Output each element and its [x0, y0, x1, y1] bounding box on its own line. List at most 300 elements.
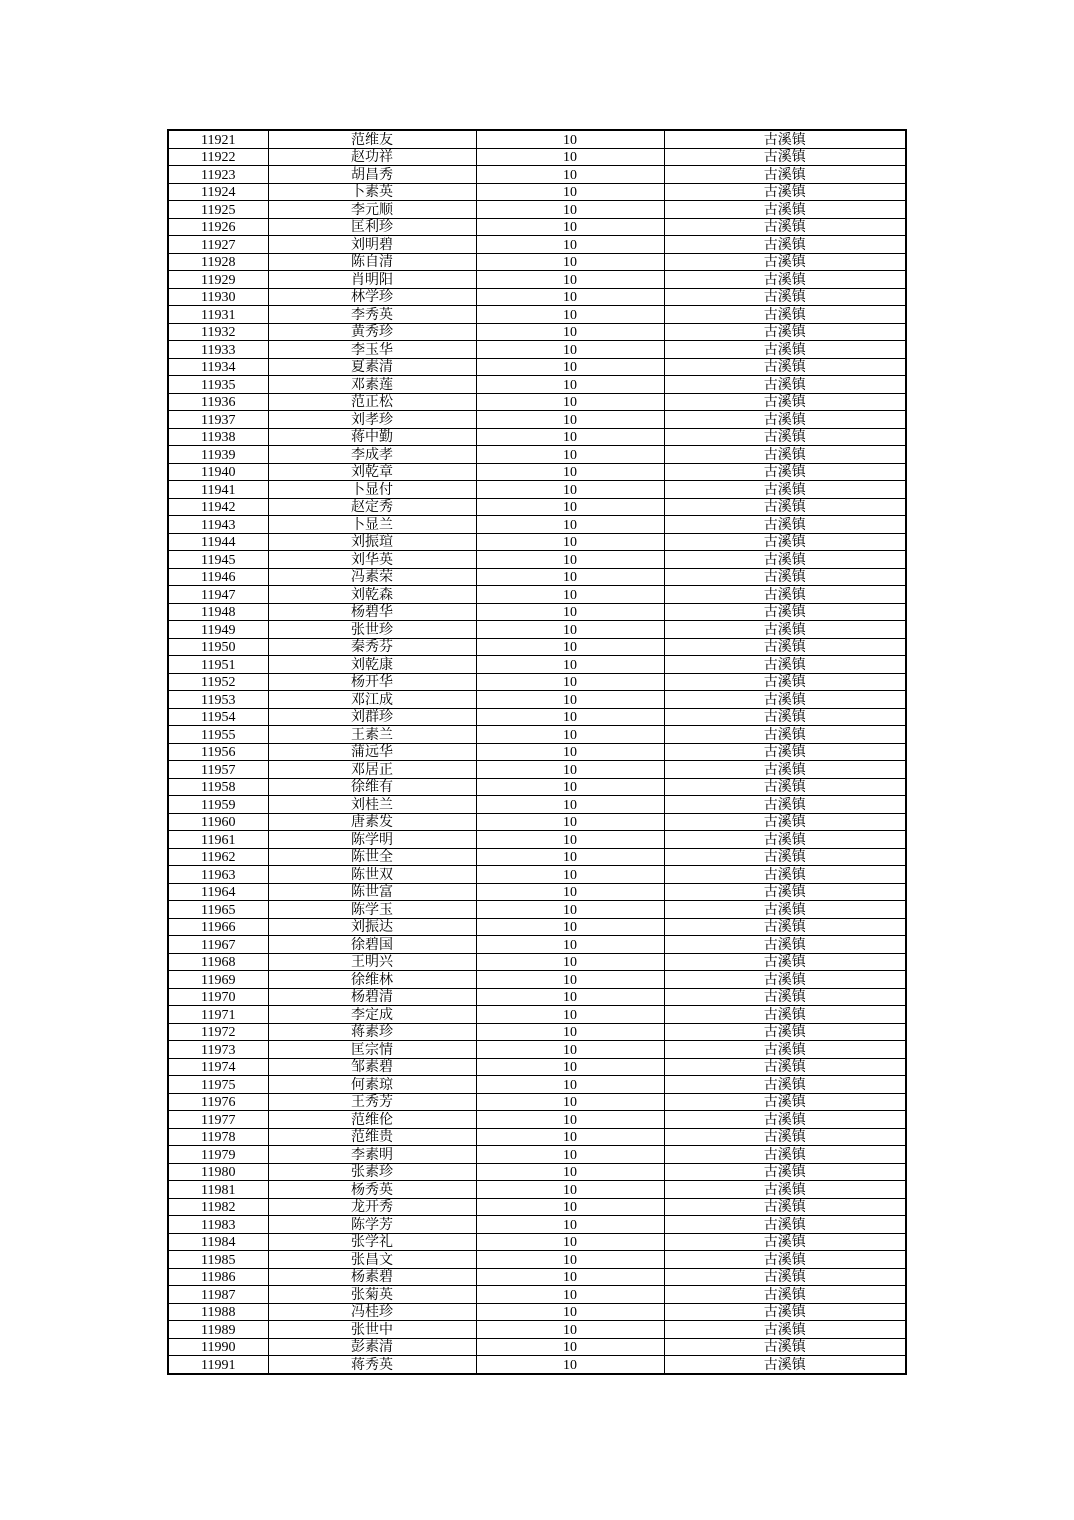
- cell-amount: 10: [476, 1181, 664, 1199]
- cell-number: 11976: [168, 1093, 268, 1111]
- cell-number: 11959: [168, 796, 268, 814]
- cell-amount: 10: [476, 376, 664, 394]
- cell-amount: 10: [476, 358, 664, 376]
- cell-town: 古溪镇: [664, 218, 906, 236]
- cell-amount: 10: [476, 1356, 664, 1374]
- cell-number: 11985: [168, 1251, 268, 1269]
- cell-name: 杨素碧: [268, 1268, 476, 1286]
- table-row: [168, 603, 906, 621]
- cell-town: 古溪镇: [664, 428, 906, 446]
- cell-name: 李素明: [268, 1146, 476, 1164]
- cell-number: 11979: [168, 1146, 268, 1164]
- cell-amount: 10: [476, 1023, 664, 1041]
- cell-town: 古溪镇: [664, 1006, 906, 1024]
- cell-town: 古溪镇: [664, 516, 906, 534]
- cell-town: 古溪镇: [664, 446, 906, 464]
- table-row: [168, 1233, 906, 1251]
- cell-town: 古溪镇: [664, 936, 906, 954]
- table-row: [168, 1216, 906, 1234]
- cell-name: 陈自清: [268, 253, 476, 271]
- cell-town: 古溪镇: [664, 621, 906, 639]
- cell-name: 范维友: [268, 130, 476, 148]
- cell-amount: 10: [476, 761, 664, 779]
- cell-number: 11967: [168, 936, 268, 954]
- cell-number: 11944: [168, 533, 268, 551]
- cell-amount: 10: [476, 1251, 664, 1269]
- cell-amount: 10: [476, 743, 664, 761]
- table-row: [168, 708, 906, 726]
- cell-town: 古溪镇: [664, 1111, 906, 1129]
- cell-number: 11926: [168, 218, 268, 236]
- cell-name: 肖明阳: [268, 271, 476, 289]
- table-row: [168, 1058, 906, 1076]
- table-row: [168, 726, 906, 744]
- table-row: [168, 1198, 906, 1216]
- cell-amount: 10: [476, 148, 664, 166]
- cell-name: 黄秀珍: [268, 323, 476, 341]
- table-row: [168, 831, 906, 849]
- cell-number: 11978: [168, 1128, 268, 1146]
- table-row: [168, 236, 906, 254]
- table-row: [168, 393, 906, 411]
- cell-amount: 10: [476, 726, 664, 744]
- cell-amount: 10: [476, 1268, 664, 1286]
- cell-amount: 10: [476, 673, 664, 691]
- table-row: [168, 341, 906, 359]
- cell-number: 11952: [168, 673, 268, 691]
- cell-number: 11983: [168, 1216, 268, 1234]
- table-row: [168, 568, 906, 586]
- cell-amount: 10: [476, 988, 664, 1006]
- cell-town: 古溪镇: [664, 1268, 906, 1286]
- cell-number: 11960: [168, 813, 268, 831]
- table-row: [168, 1303, 906, 1321]
- cell-number: 11922: [168, 148, 268, 166]
- cell-number: 11943: [168, 516, 268, 534]
- cell-amount: 10: [476, 1163, 664, 1181]
- cell-town: 古溪镇: [664, 393, 906, 411]
- cell-name: 邓素莲: [268, 376, 476, 394]
- cell-number: 11939: [168, 446, 268, 464]
- table-row: [168, 1006, 906, 1024]
- cell-town: 古溪镇: [664, 691, 906, 709]
- cell-amount: 10: [476, 621, 664, 639]
- cell-name: 卜显兰: [268, 516, 476, 534]
- cell-town: 古溪镇: [664, 1076, 906, 1094]
- cell-town: 古溪镇: [664, 183, 906, 201]
- cell-town: 古溪镇: [664, 533, 906, 551]
- cell-amount: 10: [476, 166, 664, 184]
- cell-number: 11921: [168, 130, 268, 148]
- cell-town: 古溪镇: [664, 866, 906, 884]
- table-row: [168, 1286, 906, 1304]
- cell-name: 张世中: [268, 1321, 476, 1339]
- cell-amount: 10: [476, 1216, 664, 1234]
- cell-name: 邹素碧: [268, 1058, 476, 1076]
- table-row: [168, 691, 906, 709]
- table-row: [168, 1076, 906, 1094]
- cell-amount: 10: [476, 1146, 664, 1164]
- cell-name: 刘明碧: [268, 236, 476, 254]
- cell-town: 古溪镇: [664, 743, 906, 761]
- table-row: [168, 358, 906, 376]
- cell-name: 李元顺: [268, 201, 476, 219]
- cell-amount: 10: [476, 883, 664, 901]
- cell-name: 何素琼: [268, 1076, 476, 1094]
- cell-town: 古溪镇: [664, 883, 906, 901]
- cell-amount: 10: [476, 428, 664, 446]
- cell-town: 古溪镇: [664, 376, 906, 394]
- cell-number: 11940: [168, 463, 268, 481]
- cell-name: 刘乾森: [268, 586, 476, 604]
- cell-town: 古溪镇: [664, 1356, 906, 1374]
- table-row: [168, 516, 906, 534]
- cell-town: 古溪镇: [664, 673, 906, 691]
- cell-town: 古溪镇: [664, 288, 906, 306]
- cell-number: 11948: [168, 603, 268, 621]
- table-row: [168, 673, 906, 691]
- cell-amount: 10: [476, 271, 664, 289]
- table-row: [168, 166, 906, 184]
- cell-amount: 10: [476, 953, 664, 971]
- cell-town: 古溪镇: [664, 953, 906, 971]
- cell-name: 陈学明: [268, 831, 476, 849]
- cell-town: 古溪镇: [664, 1303, 906, 1321]
- cell-amount: 10: [476, 568, 664, 586]
- cell-amount: 10: [476, 1006, 664, 1024]
- cell-number: 11962: [168, 848, 268, 866]
- cell-name: 彭素清: [268, 1338, 476, 1356]
- table-row: [168, 288, 906, 306]
- cell-name: 赵功祥: [268, 148, 476, 166]
- cell-name: 邓居正: [268, 761, 476, 779]
- cell-town: 古溪镇: [664, 918, 906, 936]
- cell-number: 11956: [168, 743, 268, 761]
- cell-name: 陈世富: [268, 883, 476, 901]
- cell-town: 古溪镇: [664, 1146, 906, 1164]
- cell-name: 李定成: [268, 1006, 476, 1024]
- cell-name: 杨秀英: [268, 1181, 476, 1199]
- table-row: [168, 1251, 906, 1269]
- cell-name: 李成孝: [268, 446, 476, 464]
- cell-town: 古溪镇: [664, 130, 906, 148]
- cell-number: 11925: [168, 201, 268, 219]
- cell-name: 刘桂兰: [268, 796, 476, 814]
- table-row: [168, 1146, 906, 1164]
- cell-town: 古溪镇: [664, 708, 906, 726]
- cell-name: 李秀英: [268, 306, 476, 324]
- cell-amount: 10: [476, 1338, 664, 1356]
- cell-number: 11988: [168, 1303, 268, 1321]
- table-row: [168, 586, 906, 604]
- cell-number: 11950: [168, 638, 268, 656]
- cell-amount: 10: [476, 1233, 664, 1251]
- table-row: [168, 218, 906, 236]
- cell-town: 古溪镇: [664, 1198, 906, 1216]
- cell-amount: 10: [476, 393, 664, 411]
- cell-town: 古溪镇: [664, 638, 906, 656]
- cell-amount: 10: [476, 936, 664, 954]
- cell-amount: 10: [476, 323, 664, 341]
- cell-name: 徐碧国: [268, 936, 476, 954]
- cell-number: 11965: [168, 901, 268, 919]
- cell-town: 古溪镇: [664, 656, 906, 674]
- table-row: [168, 918, 906, 936]
- cell-number: 11923: [168, 166, 268, 184]
- cell-number: 11991: [168, 1356, 268, 1374]
- table-row: [168, 463, 906, 481]
- cell-name: 赵定秀: [268, 498, 476, 516]
- cell-name: 张昌文: [268, 1251, 476, 1269]
- cell-number: 11942: [168, 498, 268, 516]
- cell-number: 11931: [168, 306, 268, 324]
- table-row: [168, 743, 906, 761]
- cell-number: 11936: [168, 393, 268, 411]
- cell-number: 11969: [168, 971, 268, 989]
- table-row: [168, 201, 906, 219]
- cell-amount: 10: [476, 201, 664, 219]
- cell-name: 胡昌秀: [268, 166, 476, 184]
- cell-name: 陈学玉: [268, 901, 476, 919]
- cell-amount: 10: [476, 866, 664, 884]
- cell-amount: 10: [476, 1303, 664, 1321]
- cell-number: 11982: [168, 1198, 268, 1216]
- cell-number: 11954: [168, 708, 268, 726]
- cell-town: 古溪镇: [664, 831, 906, 849]
- cell-amount: 10: [476, 691, 664, 709]
- table-row: [168, 656, 906, 674]
- cell-number: 11935: [168, 376, 268, 394]
- table-row: [168, 901, 906, 919]
- cell-name: 刘乾章: [268, 463, 476, 481]
- table-row: [168, 306, 906, 324]
- cell-number: 11977: [168, 1111, 268, 1129]
- cell-name: 王秀芳: [268, 1093, 476, 1111]
- cell-town: 古溪镇: [664, 551, 906, 569]
- cell-town: 古溪镇: [664, 271, 906, 289]
- table-row: [168, 971, 906, 989]
- cell-town: 古溪镇: [664, 1163, 906, 1181]
- cell-town: 古溪镇: [664, 463, 906, 481]
- cell-name: 秦秀芬: [268, 638, 476, 656]
- cell-number: 11924: [168, 183, 268, 201]
- cell-amount: 10: [476, 848, 664, 866]
- cell-amount: 10: [476, 306, 664, 324]
- table-row: [168, 796, 906, 814]
- cell-number: 11927: [168, 236, 268, 254]
- table-row: [168, 813, 906, 831]
- table-row: [168, 621, 906, 639]
- cell-town: 古溪镇: [664, 848, 906, 866]
- cell-name: 蒋素珍: [268, 1023, 476, 1041]
- cell-number: 11955: [168, 726, 268, 744]
- cell-town: 古溪镇: [664, 1251, 906, 1269]
- cell-amount: 10: [476, 603, 664, 621]
- cell-name: 张学礼: [268, 1233, 476, 1251]
- cell-number: 11974: [168, 1058, 268, 1076]
- cell-name: 冯素荣: [268, 568, 476, 586]
- cell-name: 卜素英: [268, 183, 476, 201]
- cell-name: 范维贵: [268, 1128, 476, 1146]
- table-row: [168, 1128, 906, 1146]
- cell-name: 陈学芳: [268, 1216, 476, 1234]
- table-row: [168, 866, 906, 884]
- cell-number: 11929: [168, 271, 268, 289]
- cell-number: 11941: [168, 481, 268, 499]
- table-row: [168, 883, 906, 901]
- cell-number: 11945: [168, 551, 268, 569]
- cell-number: 11990: [168, 1338, 268, 1356]
- cell-amount: 10: [476, 341, 664, 359]
- table-row: [168, 848, 906, 866]
- cell-number: 11951: [168, 656, 268, 674]
- table-body: [168, 130, 906, 1374]
- table-row: [168, 1111, 906, 1129]
- cell-town: 古溪镇: [664, 1128, 906, 1146]
- cell-amount: 10: [476, 411, 664, 429]
- cell-amount: 10: [476, 1058, 664, 1076]
- cell-name: 匡利珍: [268, 218, 476, 236]
- cell-amount: 10: [476, 516, 664, 534]
- cell-amount: 10: [476, 796, 664, 814]
- cell-town: 古溪镇: [664, 971, 906, 989]
- table-row: [168, 1041, 906, 1059]
- cell-amount: 10: [476, 918, 664, 936]
- cell-amount: 10: [476, 183, 664, 201]
- data-table: [167, 129, 907, 1375]
- table-row: [168, 1023, 906, 1041]
- cell-amount: 10: [476, 1111, 664, 1129]
- cell-amount: 10: [476, 1286, 664, 1304]
- cell-name: 杨碧华: [268, 603, 476, 621]
- table-row: [168, 953, 906, 971]
- cell-number: 11953: [168, 691, 268, 709]
- cell-amount: 10: [476, 971, 664, 989]
- cell-amount: 10: [476, 253, 664, 271]
- table-row: [168, 1163, 906, 1181]
- cell-name: 陈世全: [268, 848, 476, 866]
- cell-amount: 10: [476, 1128, 664, 1146]
- table-row: [168, 551, 906, 569]
- cell-amount: 10: [476, 1076, 664, 1094]
- cell-number: 11987: [168, 1286, 268, 1304]
- cell-town: 古溪镇: [664, 411, 906, 429]
- cell-number: 11966: [168, 918, 268, 936]
- cell-amount: 10: [476, 533, 664, 551]
- cell-number: 11968: [168, 953, 268, 971]
- cell-amount: 10: [476, 1041, 664, 1059]
- table-row: [168, 411, 906, 429]
- cell-amount: 10: [476, 130, 664, 148]
- cell-number: 11989: [168, 1321, 268, 1339]
- cell-town: 古溪镇: [664, 796, 906, 814]
- cell-amount: 10: [476, 778, 664, 796]
- cell-amount: 10: [476, 708, 664, 726]
- cell-number: 11970: [168, 988, 268, 1006]
- cell-name: 徐维林: [268, 971, 476, 989]
- table-row: [168, 271, 906, 289]
- cell-amount: 10: [476, 586, 664, 604]
- cell-amount: 10: [476, 446, 664, 464]
- cell-town: 古溪镇: [664, 1216, 906, 1234]
- cell-name: 冯桂珍: [268, 1303, 476, 1321]
- table-row: [168, 1181, 906, 1199]
- cell-town: 古溪镇: [664, 586, 906, 604]
- table-row: [168, 253, 906, 271]
- cell-number: 11981: [168, 1181, 268, 1199]
- cell-number: 11928: [168, 253, 268, 271]
- cell-town: 古溪镇: [664, 148, 906, 166]
- cell-town: 古溪镇: [664, 1233, 906, 1251]
- cell-name: 刘群珍: [268, 708, 476, 726]
- cell-town: 古溪镇: [664, 498, 906, 516]
- cell-name: 刘振瑄: [268, 533, 476, 551]
- cell-town: 古溪镇: [664, 568, 906, 586]
- table-row: [168, 1356, 906, 1374]
- table-row: [168, 761, 906, 779]
- cell-number: 11986: [168, 1268, 268, 1286]
- cell-amount: 10: [476, 813, 664, 831]
- cell-amount: 10: [476, 1198, 664, 1216]
- cell-town: 古溪镇: [664, 1058, 906, 1076]
- cell-town: 古溪镇: [664, 201, 906, 219]
- table-row: [168, 481, 906, 499]
- cell-town: 古溪镇: [664, 1041, 906, 1059]
- cell-number: 11971: [168, 1006, 268, 1024]
- cell-number: 11958: [168, 778, 268, 796]
- table-row: [168, 446, 906, 464]
- table-row: [168, 376, 906, 394]
- cell-number: 11934: [168, 358, 268, 376]
- cell-name: 蒲远华: [268, 743, 476, 761]
- cell-number: 11930: [168, 288, 268, 306]
- cell-town: 古溪镇: [664, 901, 906, 919]
- cell-number: 11972: [168, 1023, 268, 1041]
- cell-number: 11937: [168, 411, 268, 429]
- cell-town: 古溪镇: [664, 1093, 906, 1111]
- cell-name: 蒋秀英: [268, 1356, 476, 1374]
- cell-amount: 10: [476, 831, 664, 849]
- cell-town: 古溪镇: [664, 358, 906, 376]
- table-row: [168, 936, 906, 954]
- table-row: [168, 1268, 906, 1286]
- cell-name: 匡宗情: [268, 1041, 476, 1059]
- table-row: [168, 148, 906, 166]
- table-row: [168, 1338, 906, 1356]
- cell-name: 王素兰: [268, 726, 476, 744]
- cell-amount: 10: [476, 1093, 664, 1111]
- cell-name: 刘华英: [268, 551, 476, 569]
- cell-number: 11933: [168, 341, 268, 359]
- cell-number: 11963: [168, 866, 268, 884]
- cell-town: 古溪镇: [664, 166, 906, 184]
- table-row: [168, 988, 906, 1006]
- cell-name: 林学珍: [268, 288, 476, 306]
- cell-town: 古溪镇: [664, 813, 906, 831]
- table-row: [168, 533, 906, 551]
- cell-name: 夏素清: [268, 358, 476, 376]
- cell-name: 唐素发: [268, 813, 476, 831]
- cell-number: 11957: [168, 761, 268, 779]
- cell-amount: 10: [476, 481, 664, 499]
- cell-number: 11984: [168, 1233, 268, 1251]
- cell-town: 古溪镇: [664, 306, 906, 324]
- cell-name: 刘振达: [268, 918, 476, 936]
- cell-name: 刘乾康: [268, 656, 476, 674]
- cell-town: 古溪镇: [664, 341, 906, 359]
- cell-number: 11964: [168, 883, 268, 901]
- cell-number: 11938: [168, 428, 268, 446]
